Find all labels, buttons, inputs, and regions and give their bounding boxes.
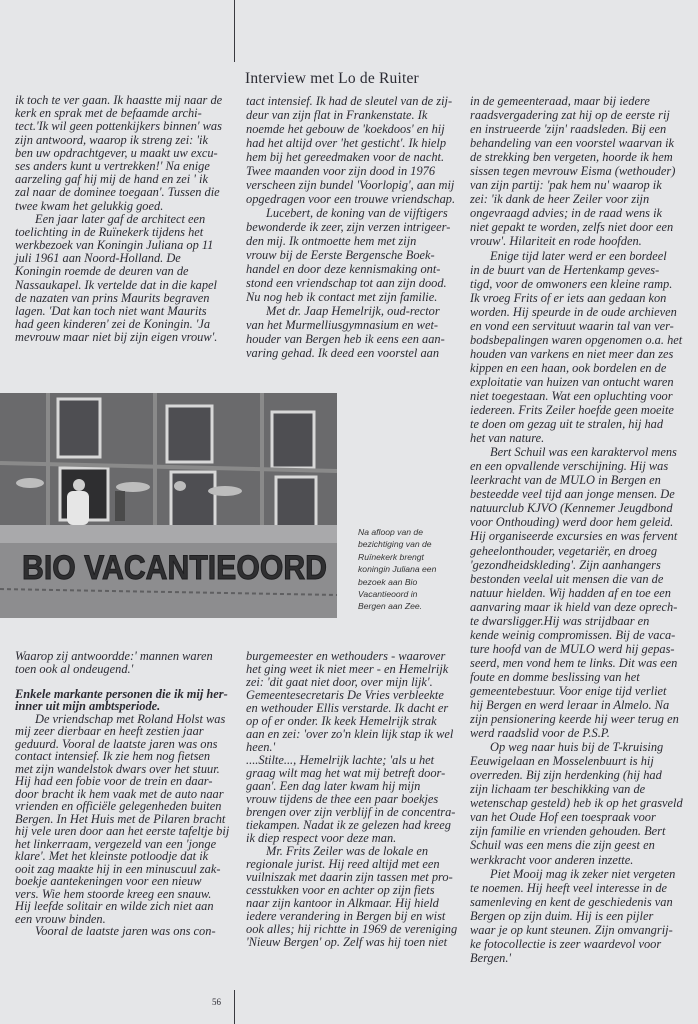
text-line: toen ook al ondeugend.' xyxy=(15,661,134,676)
text-line: toelichting in de Ruïnekerk tijdens het xyxy=(15,224,204,239)
caption-line: bezichtiging van de xyxy=(358,539,432,550)
text-line: ik toch te ver gaan. Ik haastte mij naar de xyxy=(15,93,223,107)
text-line: in de buurt van de Hertenkamp geves- xyxy=(470,262,660,277)
page-number: 56 xyxy=(212,997,221,1007)
text-line: hij vele uren door aan het eerste tafeltje bij xyxy=(15,824,230,838)
text-line: het ging weet ik niet meer - en Hemelrijk xyxy=(246,662,449,676)
text-line: vuilniszak met daarin zijn tassen met pro- xyxy=(246,870,453,884)
text-line: Schuil was een mens die zijn geest en xyxy=(470,838,655,853)
text-line: Hij had een fobie voor de trein en daar- xyxy=(15,774,213,788)
text-line: ongevraagd advies; in de raad wens ik xyxy=(470,206,663,221)
caption-line: Vacantieoord in xyxy=(358,588,418,599)
text-line: Met dr. Jaap Hemelrijk, oud-rector xyxy=(266,304,440,318)
text-line: tigd, voor de omwoners een kleine ramp. xyxy=(470,276,673,291)
text-line: regionale jurist. Hij reed altijd met een xyxy=(246,857,440,871)
text-line: Enkele markante personen die ik mij her- xyxy=(15,686,228,701)
text-line: brengen over zijn verblijf in de concentra- xyxy=(246,805,456,819)
paragraph xyxy=(470,867,683,965)
text-line: foute en domme beslissing van het xyxy=(470,669,640,684)
text-line: lagen. 'Dat kan toch niet want Maurits xyxy=(15,304,207,318)
text-line: ....Stilte..., Hemelrijk lachte; 'als u het xyxy=(246,753,435,767)
text-line: zijn familie en vrienden gehouden. Bert xyxy=(470,824,666,839)
text-line: Ik vroeg Frits of er iets aan gedaan kon xyxy=(470,290,667,305)
text-line: het van nature. xyxy=(470,431,545,446)
text-line: zijn antwoord, waarop ik streng zei: 'ik xyxy=(15,132,208,147)
text-line: leerkracht van de MULO in Bergen en xyxy=(470,473,661,488)
text-line: Gemeentesecretaris De Vries verbleekte xyxy=(246,688,444,702)
text-line: voor Onthouding) werd door hem geleid. xyxy=(470,515,674,530)
text-line: iedere verandering in Bergen bij en wist xyxy=(246,909,446,923)
text-line: naar zijn kantoor in Alkmaar. Hij hield xyxy=(246,896,439,910)
caption-line: Ruïnekerk brengt xyxy=(358,551,424,562)
text-line: te dwarsligger.Hij was strijdbaar en xyxy=(470,613,650,628)
text-line: opgedragen voor een trouwe vriendschap. xyxy=(246,192,456,206)
paragraph xyxy=(246,206,455,304)
text-line: Vooral de laatste jaren was ons con- xyxy=(35,924,216,938)
text-line: zijn pensionering keerde hij weer terug en xyxy=(470,712,679,727)
text-line: bestonden veelal uit mensen die van de xyxy=(470,571,664,586)
text-line: De vriendschap met Roland Holst was xyxy=(35,711,226,726)
text-line: had geen kinderen' zei de Koningin. 'Ja xyxy=(15,317,211,332)
text-line: Bert Schuil was een karaktervol mens xyxy=(490,445,677,460)
text-line: mij zeer dierbaar en heeft zestien jaar xyxy=(15,724,204,738)
text-line: had het altijd over 'het gesticht'. Ik hielp xyxy=(246,136,447,150)
text-line: Piet Mooij mag ik zeker niet vergeten xyxy=(490,866,676,881)
text-column-bottom-middle xyxy=(246,650,457,949)
text-line: ik diep respect voor deze man. xyxy=(246,831,397,845)
paragraph xyxy=(470,445,683,740)
text-line: vrouw bij de Eerste Bergensche Boek- xyxy=(246,248,435,262)
text-line: gemeentebestuur. Voor enige tijd verliet xyxy=(470,683,667,698)
text-line: noemde het gebouw de 'koekdoos' en hij xyxy=(246,122,445,136)
footer-rule xyxy=(234,990,235,1024)
text-line: tiekampen. Nadat ik ze gelezen had kreeg xyxy=(246,818,451,832)
text-line: cesstukken voor en achter op zijn fiets xyxy=(246,883,435,897)
text-line: Een jaar later gaf de architect een xyxy=(35,211,206,226)
text-line: ture hoofd van de MULO werd hij gepas- xyxy=(470,641,675,656)
text-line: verscheen zijn bundel 'Voorlopig', aan mij xyxy=(246,178,455,192)
paragraph xyxy=(15,925,229,938)
text-line: met zijn wandelstok dwars over het stuur. xyxy=(15,761,220,776)
text-line: zal naar de dominee toegaan'. Tussen die xyxy=(15,185,220,200)
text-line: aanvaring maar ik hield van deze oprech- xyxy=(470,599,678,614)
text-line: samenleving en kent de geschiedenis van xyxy=(470,894,673,909)
paragraph xyxy=(246,650,457,754)
text-line: contact intensief. Ik zie hem nog fietsen xyxy=(15,749,211,763)
text-line: overreden. Bij zijn herdenking (hij had xyxy=(470,768,662,783)
text-line: de nazaten van prins Maurits begraven xyxy=(15,290,210,305)
text-line: ke fotocollectie is zeer waardevol voor xyxy=(470,936,662,951)
text-line: Op weg naar huis bij de T-kruising xyxy=(490,740,664,755)
text-line: klare'. Met het kleinste potloodje dat ik xyxy=(15,849,209,863)
text-line: Lucebert, de koning van de vijftigers xyxy=(266,206,448,220)
paragraph xyxy=(15,713,229,926)
text-column-top-left xyxy=(15,94,222,345)
text-line: juli 1961 aan Noord-Holland. De xyxy=(15,251,181,266)
text-line: exploitatie van huizen van ontucht waren xyxy=(470,374,674,389)
text-line: kerk en sprak met de befaamde archi- xyxy=(15,106,202,121)
paragraph xyxy=(15,213,222,345)
text-line: Mr. Frits Zeiler was de lokale en xyxy=(266,844,429,858)
text-line: door bracht ik hem vaak met de auto naar xyxy=(15,786,224,801)
paragraph xyxy=(470,249,683,446)
text-line: seerd, men vond hem te links. Dit was een xyxy=(470,655,678,670)
text-column-right xyxy=(470,94,683,965)
text-line: Waarop zij antwoordde:' mannen waren xyxy=(15,649,213,663)
text-line: iedereen. Frits Zeiler hoefde geen moeite xyxy=(470,403,674,418)
text-line: waar je op kunt steunen. Zijn omvangrij- xyxy=(470,922,673,937)
text-line: zei: 'ik dank de heer Zeiler voor zijn xyxy=(470,192,650,207)
text-line: kippen en een haan, ook bordelen en de xyxy=(470,360,667,375)
text-line: natuurclub KJVO (Kennemer Jeugdbond xyxy=(470,501,673,516)
text-line: ben uw opdrachtgever, u maakt uw excu- xyxy=(15,145,218,160)
text-line: Nu nog heb ik contact met zijn familie. xyxy=(246,290,438,304)
text-line: varing gehad. Ik deed een voorstel aan xyxy=(246,346,440,360)
paragraph xyxy=(15,94,222,213)
text-line: houden van varkens en niet meer dan zes xyxy=(470,346,674,361)
text-line: handel en door deze kennismaking ont- xyxy=(246,262,441,276)
text-line: zei: 'dit gaat niet door, over mijn lijk'. xyxy=(246,675,433,689)
text-line: en een opvallende verschijning. Hij was xyxy=(470,459,669,474)
text-line: Nassaukapel. Ik vertelde dat in die kapel xyxy=(15,277,217,292)
text-line: ook alles; hij richtte in 1969 de vereniging xyxy=(246,922,458,936)
text-line: gaan'. Een dag later kwam hij mijn xyxy=(246,779,421,793)
photo-sign-lettering: BIO VACANTIEOORD xyxy=(22,549,327,587)
text-line: burgemeester en wethouders - waarover xyxy=(246,649,446,663)
text-line: twee kwam het gelukkig goed. xyxy=(15,198,164,213)
caption-line: Na afloop van de xyxy=(358,527,423,537)
text-line: en wethouder Ellis verstarde. Ik dacht er xyxy=(246,701,449,715)
text-line: niet gepakt te worden, zelfs niet door een xyxy=(470,220,674,235)
text-line: 'Nieuw Bergen' op. Zelf was hij toen niet xyxy=(246,935,448,949)
text-line: hem bij het gereedmaken voor de nacht. xyxy=(246,150,445,164)
text-line: worden. Hij speurde in de oude archieven xyxy=(470,304,677,319)
text-line: Eeuwigelaan en Mosselenbuurt is hij xyxy=(470,754,654,769)
text-line: 'gezondheidskleding'. Zijn aanhangers xyxy=(470,557,661,572)
paragraph xyxy=(246,94,455,206)
text-line: sissen tegen mevrouw Eisma (wethouder) xyxy=(470,164,676,179)
section-heading xyxy=(15,688,229,713)
text-line: vers. Wie hem stoorde kreeg een snauw. xyxy=(15,886,212,901)
running-header-title: Interview met Lo de Ruiter xyxy=(245,70,419,87)
text-line: geduurd. Vooral de laatste jaren was ons xyxy=(15,736,218,751)
text-line: van het Oude Hof een toespraak voor xyxy=(470,810,656,825)
text-line: houder van Bergen heb ik eens een aan- xyxy=(246,332,445,346)
text-line: den mij. Ik ontmoette hem met zijn xyxy=(246,234,417,248)
text-line: en instrueerde 'zijn' raadsleden. Bij een xyxy=(470,122,667,137)
text-line: te doen om gezag uit te stralen, hij had xyxy=(470,417,664,432)
text-line: te noemen. Hij heeft veel interesse in de xyxy=(470,880,668,895)
text-line: natuur hielden. Wij hadden af en toe een xyxy=(470,585,671,600)
text-line: geheelonthouder, vegetariër, en droeg xyxy=(470,543,658,558)
text-line: mevrouw maar niet bij zijn eigen vrouw'. xyxy=(15,330,218,345)
text-line: boekje aantekeningen voor een nieuw xyxy=(15,874,202,888)
text-line: ses anders kunt u vertrekken!' Na enige xyxy=(15,158,210,173)
text-line: werkbezoek van Koningin Juliana op 11 xyxy=(15,238,214,253)
text-line: op of er onder. Ik keek Hemelrijk strak xyxy=(246,714,437,728)
photo-bio-vacantieoord xyxy=(0,393,337,618)
text-line: de strekking ben vergeten, hoorde ik hem xyxy=(470,150,673,165)
text-line: van zijn partij: 'pak hem nu' waarop ik xyxy=(470,178,662,193)
text-line: het linkerraam, vergezeld van een 'jonge xyxy=(15,836,217,851)
caption-line: bezoek aan Bio xyxy=(358,576,418,587)
text-line: van het Murmelliusgymnasium en wet- xyxy=(246,318,439,332)
paragraph xyxy=(15,650,229,675)
text-line: vrienden en officiële gelegenheden buiten xyxy=(15,799,222,813)
text-line: Bergen. In Het Huis met de Pilaren bracht xyxy=(15,811,226,826)
text-column-top-middle xyxy=(246,94,455,360)
text-line: werkkracht voor anderen inzette. xyxy=(470,852,634,867)
text-line: raadsvergadering zat hij op de eerste rij xyxy=(470,108,670,123)
text-line: Hij organiseerde excursies en was fervent xyxy=(470,529,678,544)
text-line: Enige tijd later werd er een bordeel xyxy=(490,248,667,263)
text-line: wetenschap gesteld) heb ik op het grasveld xyxy=(470,796,683,811)
paragraph xyxy=(246,754,457,845)
text-line: tact intensief. Ik had de sleutel van de zij- xyxy=(246,94,453,108)
text-line: in de gemeenteraad, maar bij iedere xyxy=(470,94,650,108)
photo-caption xyxy=(358,526,436,613)
paragraph xyxy=(470,94,683,249)
text-line: heen.' xyxy=(246,740,276,754)
text-line: Hij leefde solitair en wilde zich niet aan xyxy=(15,899,214,913)
caption-line: Bergen aan Zee. xyxy=(358,601,423,612)
text-line: behandeling van een voorstel waarvan ik xyxy=(470,136,675,151)
text-line: ooit zag maakte hij in een minuscuul zak- xyxy=(15,861,221,876)
paragraph xyxy=(470,740,683,866)
text-line: zijn lichaam ter beschikking van de xyxy=(470,782,646,797)
text-line: Bergen.' xyxy=(470,950,512,965)
text-line: werd raadslid voor de P.S.P. xyxy=(470,726,610,741)
text-line: niet toegestaan. Wat een opluchting voor xyxy=(470,388,673,403)
text-line: aarzeling gaf hij mij de hand en zei ' ik xyxy=(15,172,208,187)
text-line: graag wilt mag het wat mij betreft door- xyxy=(246,766,446,780)
text-line: en vond een servituut waarin tal van ver- xyxy=(470,318,674,333)
text-line: Koningin roemde de deuren van de xyxy=(15,264,189,279)
text-line: tect.'Ik wil geen pottenkijkers binnen' was xyxy=(15,119,222,134)
caption-line: koningin Juliana een xyxy=(358,564,437,575)
text-line: bewonderde ik zeer, zijn verzen intrigeer- xyxy=(246,220,451,234)
text-line: inner uit mijn ambtsperiode. xyxy=(15,699,161,713)
text-line: besteedde veel tijd aan jonge mensen. De xyxy=(470,487,675,502)
text-column-bottom-left xyxy=(15,650,229,938)
text-line: Bergen op zijn duim. Hij is een pijler xyxy=(470,908,654,923)
text-line: stond een vriendschap tot aan zijn dood. xyxy=(246,276,447,290)
paragraph xyxy=(246,304,455,360)
paragraph xyxy=(246,845,457,949)
text-line: kende weinig compromissen. Bij de vaca- xyxy=(470,627,676,642)
text-line: bodsbepalingen waren opgenomen o.a. het xyxy=(470,332,683,347)
text-line: vrouw'. Hilariteit en rode hoofden. xyxy=(470,234,642,249)
text-line: een vrouw binden. xyxy=(15,911,106,926)
text-line: deur van zijn flat in Frankenstate. Ik xyxy=(246,108,428,122)
text-line: Twee maanden voor zijn dood in 1976 xyxy=(246,164,436,178)
text-line: vrouw tijdens de thee een paar boekjes xyxy=(246,792,439,806)
text-line: aan en zei: 'over zo'n klein lijk stap ik wel xyxy=(246,727,454,741)
header-rule xyxy=(234,0,235,62)
text-line: hij Bergen en werd leraar in Almelo. Na xyxy=(470,698,670,713)
